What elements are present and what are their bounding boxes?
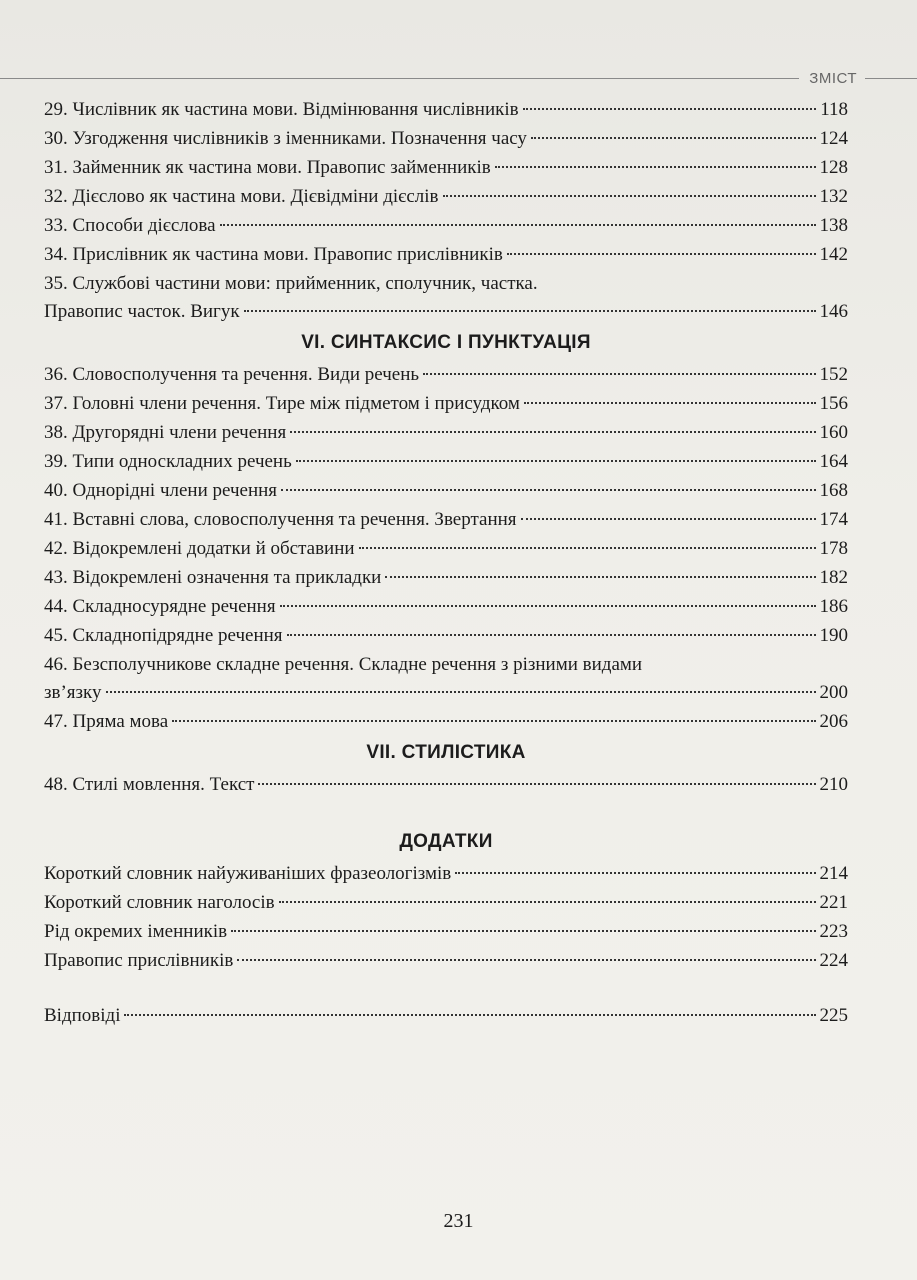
toc-entry (44, 946, 848, 975)
toc-entry (44, 770, 848, 799)
toc-entry-title: Короткий словник найуживаніших фразеологізмів (44, 863, 452, 884)
toc-entry-page: 178 (819, 538, 848, 559)
toc-entry (44, 124, 848, 153)
toc-entry-page: 138 (819, 215, 848, 236)
toc-entry-title: 33. Способи дієслова (44, 215, 216, 236)
toc-entry (44, 389, 848, 418)
leader-dots (281, 489, 815, 491)
toc-entry-page: 223 (819, 921, 848, 942)
toc-entry-title: 35. Службові частини мови: прийменник, сполучник, частка. (44, 273, 538, 294)
toc-entry (44, 418, 848, 447)
section-heading-vi: VI. СИНТАКСИС І ПУНКТУАЦІЯ (301, 332, 591, 353)
toc-entry-title: 46. Безсполучникове складне речення. Складне речення з різними видами (44, 654, 643, 675)
toc-entry (44, 505, 848, 534)
toc-entry-title: 39. Типи односкладних речень (44, 451, 292, 472)
toc-entry-title-cont: зв’язку (44, 682, 102, 703)
toc-entry-title: 37. Головні члени речення. Тире між підметом і присудком (44, 393, 520, 414)
toc-entry-page: 146 (819, 301, 848, 322)
toc-entry-page: 168 (819, 480, 848, 501)
toc-entry-title: 38. Другорядні члени речення (44, 422, 287, 443)
toc-entry-title: 30. Узгодження числівників з іменниками. Позначення часу (44, 128, 527, 149)
toc-entry (44, 621, 848, 650)
toc-entry (44, 476, 848, 505)
toc-entry (44, 917, 848, 946)
header-rule-left (0, 78, 799, 79)
leader-dots (280, 605, 816, 607)
leader-dots (385, 576, 815, 578)
toc-entry-title: Рід окремих іменників (44, 921, 228, 942)
leader-dots (455, 872, 815, 874)
leader-dots (523, 108, 817, 110)
toc-entry-title: 29. Числівник як частина мови. Відмінювання числівників (44, 99, 519, 120)
toc-entry-title: 41. Вставні слова, словосполучення та речення. Звертання (44, 509, 517, 530)
toc-entry-title: Відповіді (44, 1005, 121, 1026)
section-heading-vii: VII. СТИЛІСТИКА (366, 742, 526, 763)
toc-entry (44, 888, 848, 917)
leader-dots (290, 431, 815, 433)
running-header (0, 70, 917, 87)
leader-dots (231, 930, 815, 932)
toc-entry-line1 (44, 269, 848, 297)
leader-dots (443, 195, 816, 197)
toc-entry-title: 36. Словосполучення та речення. Види речень (44, 364, 420, 385)
leader-dots (237, 959, 815, 961)
toc-entry-title: 42. Відокремлені додатки й обставини (44, 538, 355, 559)
toc-entry-page: 174 (819, 509, 848, 530)
leader-dots (106, 691, 816, 693)
toc-entry-page: 190 (819, 625, 848, 646)
toc-entry-page: 214 (819, 863, 848, 884)
toc-entry-page: 118 (820, 99, 848, 120)
leader-dots (495, 166, 816, 168)
toc-entry-title: 47. Пряма мова (44, 711, 169, 732)
toc-entry (44, 95, 848, 124)
leader-dots (279, 901, 816, 903)
toc-entry-line2 (44, 678, 848, 707)
toc-entry-title: 45. Складнопідрядне речення (44, 625, 283, 646)
header-label: ЗМІСТ (809, 70, 857, 87)
toc-entry-page: 164 (819, 451, 848, 472)
toc-entry-page: 200 (819, 682, 848, 703)
toc-entry-line1 (44, 650, 848, 678)
toc-entry-page: 160 (819, 422, 848, 443)
toc-entry-title: 31. Займенник як частина мови. Правопис займенників (44, 157, 491, 178)
toc-entry-page: 182 (819, 567, 848, 588)
toc-entry-title: Короткий словник наголосів (44, 892, 275, 913)
toc-entry-title: 43. Відокремлені означення та прикладки (44, 567, 382, 588)
spacer (44, 975, 848, 1001)
section-heading-appendix: ДОДАТКИ (399, 831, 493, 852)
toc-entry-title: 32. Дієслово як частина мови. Дієвідміни дієслів (44, 186, 439, 207)
leader-dots (124, 1014, 815, 1016)
spacer (44, 799, 848, 825)
table-of-contents (44, 95, 848, 1030)
toc-entry-page: 152 (819, 364, 848, 385)
page-number: 231 (443, 1210, 474, 1232)
toc-entry (44, 707, 848, 736)
leader-dots (524, 402, 816, 404)
toc-entry-page: 142 (819, 244, 848, 265)
leader-dots (287, 634, 816, 636)
toc-entry-page: 124 (819, 128, 848, 149)
leader-dots (172, 720, 815, 722)
leader-dots (296, 460, 816, 462)
leader-dots (507, 253, 816, 255)
toc-entry-page: 221 (819, 892, 848, 913)
leader-dots (359, 547, 816, 549)
toc-entry (44, 534, 848, 563)
toc-entry-title: 48. Стилі мовлення. Текст (44, 774, 255, 795)
toc-entry (44, 211, 848, 240)
leader-dots (423, 373, 815, 375)
header-rule-right (865, 78, 917, 79)
toc-entry (44, 859, 848, 888)
toc-entry-page: 132 (819, 186, 848, 207)
leader-dots (521, 518, 816, 520)
toc-entry (44, 153, 848, 182)
leader-dots (258, 783, 815, 785)
toc-entry-page: 128 (819, 157, 848, 178)
leader-dots (244, 310, 816, 312)
toc-entry (44, 447, 848, 476)
toc-entry-page: 206 (819, 711, 848, 732)
toc-entry-title: 44. Складносурядне речення (44, 596, 276, 617)
toc-entry-title: Правопис прислівників (44, 950, 234, 971)
toc-entry-page: 210 (819, 774, 848, 795)
toc-entry-title: 34. Прислівник як частина мови. Правопис прислівників (44, 244, 503, 265)
toc-entry (44, 182, 848, 211)
toc-entry-page: 156 (819, 393, 848, 414)
leader-dots (531, 137, 816, 139)
toc-entry-title-cont: Правопис часток. Вигук (44, 301, 240, 322)
toc-entry-page: 186 (819, 596, 848, 617)
leader-dots (220, 224, 816, 226)
toc-entry-page: 224 (819, 950, 848, 971)
toc-entry-line2 (44, 297, 848, 326)
toc-entry (44, 563, 848, 592)
toc-entry (44, 360, 848, 389)
toc-entry-answers (44, 1001, 848, 1030)
toc-entry-page: 225 (819, 1005, 848, 1026)
toc-entry (44, 592, 848, 621)
toc-entry (44, 240, 848, 269)
toc-entry-title: 40. Однорідні члени речення (44, 480, 278, 501)
